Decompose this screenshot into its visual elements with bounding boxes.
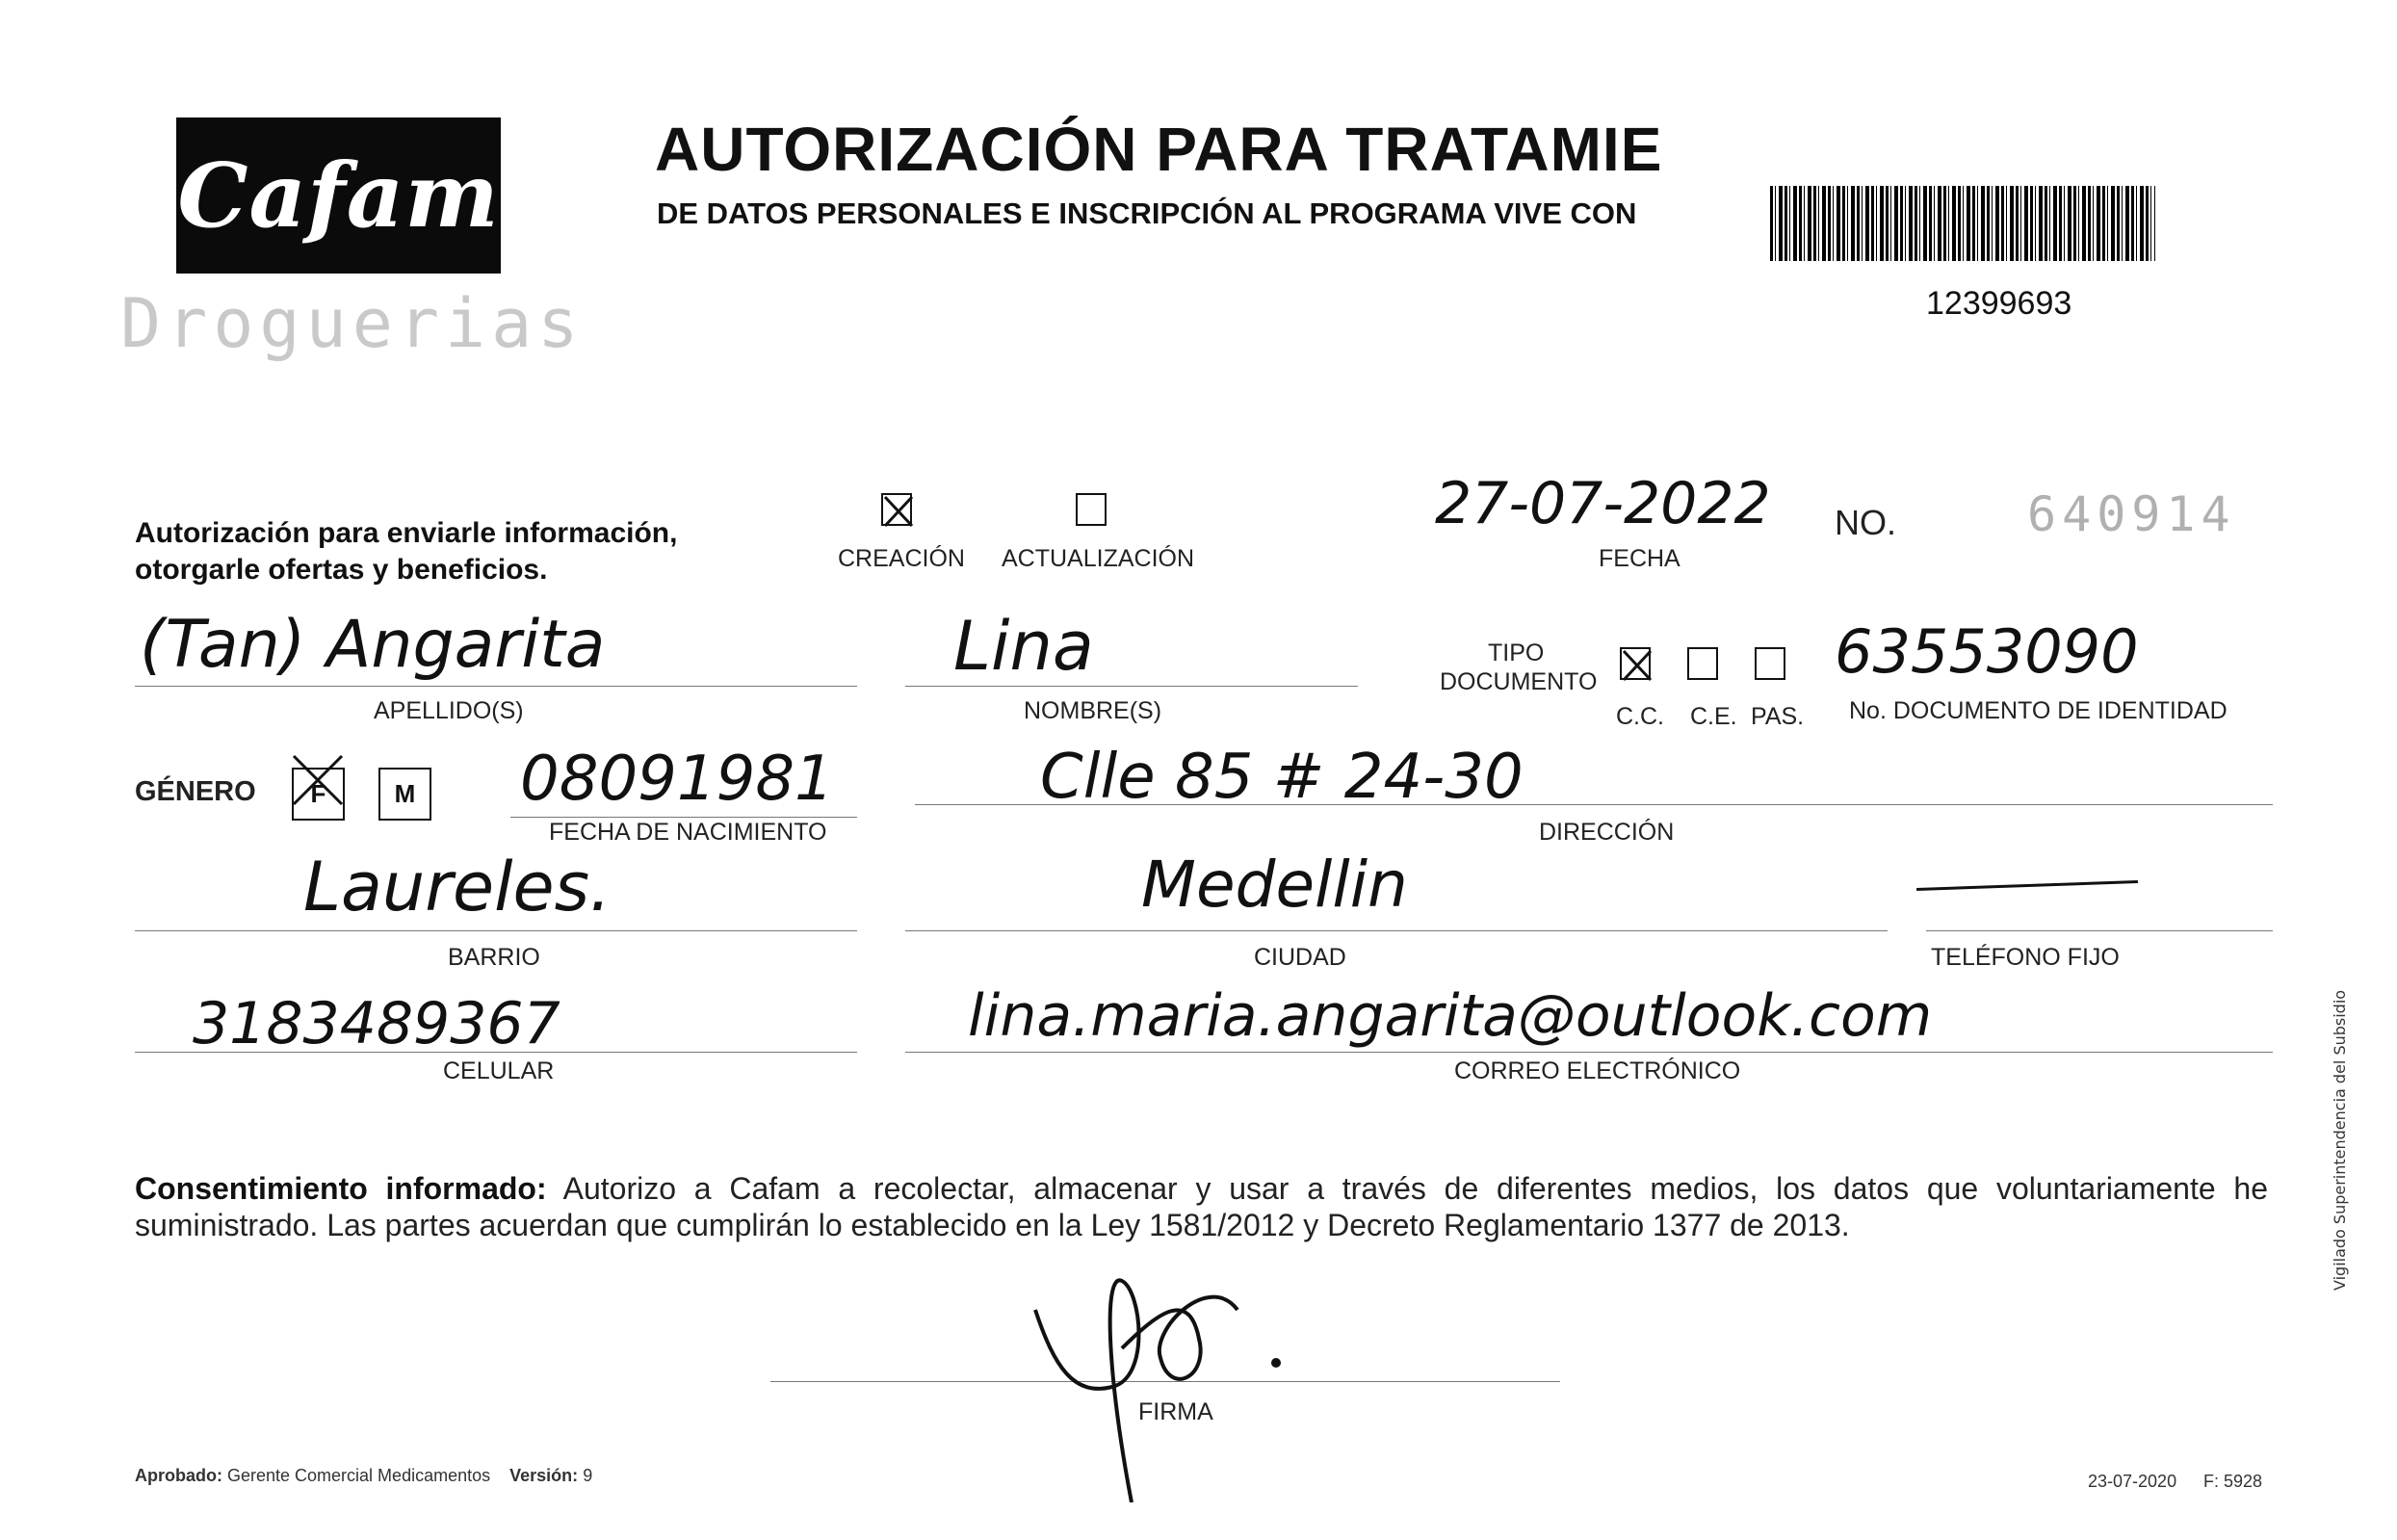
pas-label: PAS. — [1751, 703, 1805, 730]
nombre-value[interactable]: Lina — [953, 607, 1094, 686]
consent-paragraph — [135, 1170, 2268, 1243]
fecha-label: FECHA — [1599, 545, 1681, 572]
celular-value[interactable]: 3183489367 — [193, 990, 560, 1057]
cc-label: C.C. — [1616, 703, 1664, 730]
direccion-label: DIRECCIÓN — [1539, 819, 1675, 846]
tipo-doc-label-2: DOCUMENTO — [1440, 668, 1598, 695]
nombre-label: NOMBRE(S) — [1024, 697, 1162, 724]
aprobado-label: Aprobado: — [135, 1466, 222, 1485]
checkmark-x-icon — [1622, 649, 1653, 682]
nombre-line — [905, 686, 1358, 687]
form-title: AUTORIZACIÓN PARA TRATAMIE — [655, 115, 1663, 184]
footer-date: 23-07-2020 — [2088, 1472, 2177, 1491]
actualizacion-checkbox[interactable] — [1076, 493, 1107, 526]
genero-f-x-icon — [289, 751, 347, 809]
correo-value[interactable]: lina.maria.angarita@outlook.com — [968, 982, 1933, 1050]
actualizacion-label: ACTUALIZACIÓN — [1002, 545, 1195, 572]
aprobado-value: Gerente Comercial Medicamentos — [227, 1466, 491, 1485]
celular-line — [135, 1052, 857, 1053]
genero-m-label: M — [394, 779, 416, 808]
no-label: NO. — [1835, 503, 1897, 542]
firma-label: FIRMA — [1138, 1398, 1213, 1425]
direccion-line — [915, 804, 2273, 805]
documento-label: No. DOCUMENTO DE IDENTIDAD — [1849, 697, 2228, 724]
pas-checkbox[interactable] — [1755, 647, 1785, 680]
form-subtitle: DE DATOS PERSONALES E INSCRIPCIÓN AL PROGRAMA VIVE CON — [657, 196, 1637, 230]
nacimiento-label: FECHA DE NACIMIENTO — [549, 819, 827, 846]
version-value: 9 — [583, 1466, 593, 1485]
direccion-value[interactable]: Clle 85 # 24-30 — [1040, 742, 1524, 813]
ciudad-value[interactable]: Medellin — [1141, 848, 1408, 922]
ce-label: C.E. — [1690, 703, 1737, 730]
creacion-checkbox[interactable] — [881, 493, 912, 526]
creacion-label: CREACIÓN — [838, 545, 965, 572]
cafam-logo — [176, 117, 501, 274]
ce-checkbox[interactable] — [1687, 647, 1718, 680]
genero-f-label: F — [310, 779, 326, 808]
apellido-line — [135, 686, 857, 687]
no-value: 640914 — [2027, 486, 2236, 542]
telefono-label: TELÉFONO FIJO — [1931, 944, 2120, 971]
telefono-dash — [1916, 880, 2138, 891]
genero-label: GÉNERO — [135, 776, 256, 807]
signature-drawing — [1016, 1252, 1334, 1502]
barrio-value[interactable]: Laureles. — [303, 848, 612, 927]
side-vigilado-text: Vigilado Superintendencia del Subsidio — [2331, 989, 2349, 1291]
consent-title: Consentimiento informado: — [135, 1171, 547, 1206]
barrio-line — [135, 930, 857, 931]
fecha-value[interactable]: 27-07-2022 — [1435, 470, 1771, 537]
footer-code: F: 5928 — [2203, 1472, 2263, 1491]
apellido-label: APELLIDO(S) — [374, 697, 524, 724]
ciudad-line — [905, 930, 1888, 931]
correo-line — [905, 1052, 2273, 1053]
ciudad-label: CIUDAD — [1254, 944, 1346, 971]
nacimiento-line — [510, 817, 857, 818]
consent-text: Autorizo a Cafam a recolectar, almacenar y usar a través de diferentes medios, los datos que voluntariamente he suministrado. Las partes acuerdan que cumplirán lo establecido en la Ley 1581/2012 y Decreto Reglamentario 1377 de 2013. — [135, 1171, 2269, 1242]
tipo-doc-label-1: TIPO — [1488, 639, 1545, 666]
logo-subtitle: Droguerias — [120, 284, 585, 363]
version-label: Versión: — [509, 1466, 579, 1485]
checkmark-x-icon — [883, 495, 914, 528]
documento-value[interactable]: 63553090 — [1835, 616, 2139, 687]
barcode — [1770, 186, 2155, 261]
footer-approved — [135, 1466, 592, 1486]
nacimiento-value[interactable]: 08091981 — [520, 744, 834, 815]
genero-m-checkbox[interactable] — [378, 768, 431, 821]
celular-label: CELULAR — [443, 1057, 555, 1084]
logo-text: Cafam — [177, 144, 500, 248]
telefono-line — [1926, 930, 2273, 931]
barrio-label: BARRIO — [448, 944, 540, 971]
correo-label: CORREO ELECTRÓNICO — [1454, 1057, 1741, 1084]
authorization-text: Autorización para enviarle información, otorgarle ofertas y beneficios. — [135, 517, 678, 586]
barcode-number: 12399693 — [1926, 285, 2072, 322]
apellido-value[interactable]: (Tan) Angarita — [140, 607, 606, 683]
cc-checkbox[interactable] — [1620, 647, 1651, 680]
